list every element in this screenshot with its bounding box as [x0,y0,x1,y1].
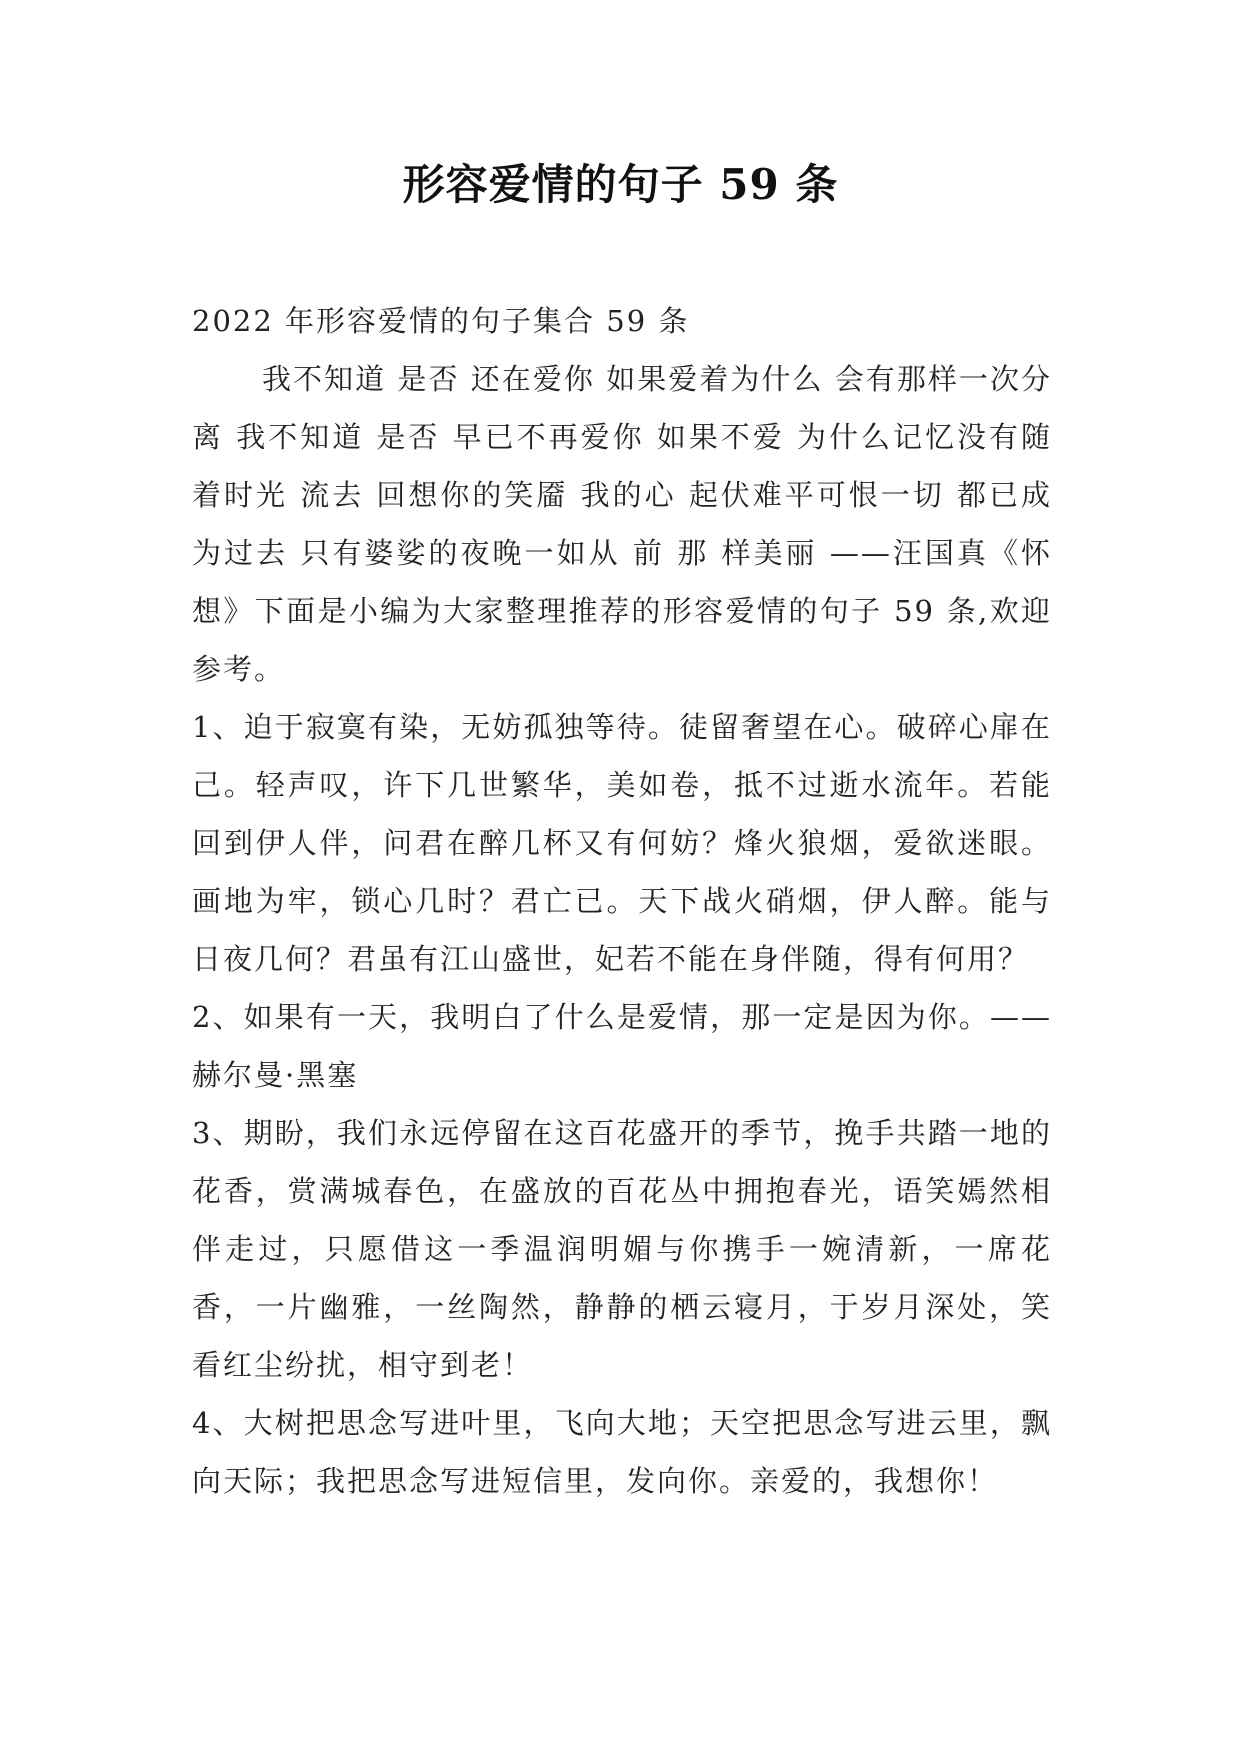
document-body [192,292,1052,1510]
list-item-4: 4、大树把思念写进叶里，飞向大地；天空把思念写进云里，飘向天际；我把思念写进短信里，发向你。亲爱的，我想你！ [192,1406,1052,1498]
list-item-3: 3、期盼，我们永远停留在这百花盛开的季节，挽手共踏一地的花香，赏满城春色，在盛放的百花丛中拥抱春光，语笑嫣然相伴走过，只愿借这一季温润明媚与你携手一婉清新，一席花香，一片幽雅，一丝陶然，静静的栖云寝月，于岁月深处，笑看红尘纷扰，相守到老！ [192,1116,1052,1382]
subtitle-paragraph: 2022 年形容爱情的句子集合 59 条 [192,304,690,338]
intro-paragraph: 我不知道 是否 还在爱你 如果爱着为什么 会有那样一次分离 我不知道 是否 早已不再爱你 如果不爱 为什么记忆没有随着时光 流去 回想你的笑靥 我的心 起伏难平可恨一切 都已成为过去 只有婆娑的夜晚一如从 前 那 样美丽 ——汪国真《怀想》下面是小编为大家整理推荐的形容爱情的句子 59 条,欢迎参考。 [192,362,1052,686]
list-item-1: 1、迫于寂寞有染，无妨孤独等待。徒留奢望在心。破碎心扉在己。轻声叹，许下几世繁华，美如卷，抵不过逝水流年。若能回到伊人伴，问君在醉几杯又有何妨？烽火狼烟，爱欲迷眼。画地为牢，锁心几时？君亡已。天下战火硝烟，伊人醉。能与日夜几何？君虽有江山盛世，妃若不能在身伴随，得有何用？ [192,710,1052,976]
list-item-2: 2、如果有一天，我明白了什么是爱情，那一定是因为你。——赫尔曼·黑塞 [192,1000,1052,1092]
document-title: 形容爱情的句子 59 条 [402,160,839,209]
